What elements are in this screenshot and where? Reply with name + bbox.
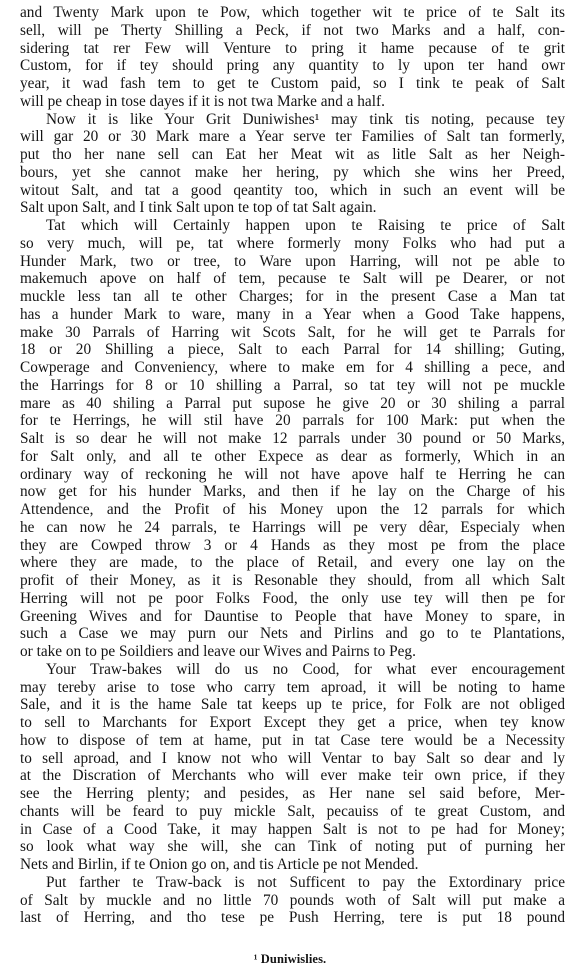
text-line: will gar 20 or 30 Mark mare a Year serve ter Families of Salt tan formerly,: [20, 128, 565, 146]
text-line: make 30 Parrals of Harring wit Scots Salt, for he will get te Parrals for: [20, 323, 565, 341]
text-line: how to dispose of tem at hame, put in tat Case tere would be a Necessity: [20, 731, 565, 749]
text-line: and Twenty Mark upon te Pow, which together wit te price of te Salt its: [20, 4, 565, 21]
paragraph: [20, 4, 565, 111]
text-line: Greening Wives and for Dauntise to People that have Money to spare, in: [20, 607, 565, 625]
text-line: for te Herrings, he will stil have 20 parrals for 100 Mark: put when the: [20, 412, 565, 430]
text-line: put tho her nane sell can Eat her Meat wit as litle Salt as her Neigh-: [20, 146, 565, 163]
text-line: such a Case we may purn our Nets and Pirlins and go to te Plantations,: [20, 625, 565, 643]
text-line: Custom, for if tey should pring any quantity to ly upon ter hand owr: [20, 57, 565, 75]
paragraph: [20, 874, 565, 927]
text-line: he can now he 24 parrals, te Harrings will pe very dêar, Especialy when: [20, 518, 565, 536]
text-line: so look what way she will, she can Tink of noting put of purning her: [20, 838, 565, 856]
paragraph: [20, 661, 565, 874]
text-line: witout Salt, and tat a good qeantity too, which in such an event will be: [20, 181, 565, 199]
text-line: Cowperage and Conveniency, where to make em for 4 shilling a pece, and: [20, 359, 565, 376]
text-line: ordinary way of reckoning he will not have apove half te Herring he can: [20, 465, 565, 483]
text-line: to sell to Marchants for Export Except they get a price, when tey know: [20, 714, 565, 731]
footnote: ¹ Duniwislies.: [253, 952, 327, 966]
text-line: mare as 40 shiling a Parral put supose he give 20 or 30 shiling a parral: [20, 394, 565, 412]
text-line: Put farther te Traw-back is not Sufficent to pay the Extordinary price: [46, 873, 565, 891]
text-line: Sale, and it is the hame Sale tat keeps up te price, for Folk are not obliged: [20, 696, 565, 714]
text-line: Hunder Mark, two or tree, to Ware upon Harring, will not pe able to: [20, 252, 565, 270]
text-line: in Case of a Cood Take, it may happen Salt is not to pe had for Money;: [20, 820, 565, 838]
text-line: sidering tat rer Few will Venture to pring it hame pecause of te grit: [20, 39, 565, 57]
text-line: the Harrings for 8 or 10 shilling a Parral, so tat tey will not pe muckle: [20, 376, 565, 394]
text-line: Salt upon Salt, and I tink Salt upon te top of tat Salt again.: [20, 199, 377, 217]
text-line: to sell aproad, and I know not who will Ventar to bay Salt so dear and ly: [20, 749, 565, 767]
text-line: chants will be feard to puy mickle Salt, pecauiss of te great Custom, and: [20, 802, 565, 820]
text-line: Salt is so dear he will not make 12 parrals under 30 pound or 50 Marks,: [20, 430, 565, 447]
text-line: Herring will not pe poor Folks Food, the only use tey will then pe for: [20, 589, 565, 607]
text-line: bours, yet she cannot make her hering, py which she wins her Preed,: [20, 163, 565, 181]
text-line: will pe cheap in tose dayes if it is not twa Marke and a half.: [20, 92, 385, 110]
text-line: makemuch apove on half of tem, pecause te Salt will pe Dearer, or not: [20, 270, 565, 288]
paragraph: [20, 217, 565, 661]
text-line: see the Herring plenty; and pesides, as Her nane sel said before, Mer-: [20, 785, 565, 802]
text-line: where they are made, to the place of Retail, and every one lay on the: [20, 554, 565, 572]
text-line: Now it is like Your Grit Duniwishes¹ may tink tis noting, pecause tey: [46, 110, 565, 128]
text-line: sell, will pe Therty Shilling a Peck, if not two Marks and a half, con-: [20, 21, 565, 39]
text-line: last of Herring, and tho tese pe Push Herring, tere is put 18 pound: [20, 909, 565, 927]
text-line: at the Discration of Merchants who will ever make teir own price, if they: [20, 767, 565, 785]
text-line: may tereby arise to tose who carry tem aproad, it will be noting to hame: [20, 678, 565, 696]
paragraph: [20, 111, 565, 218]
text-line: Attendence, and the Profit of his Money upon the 12 parrals for which: [20, 501, 565, 518]
text-line: Your Traw-bakes will do us no Cood, for what ever encouragement: [46, 660, 565, 678]
text-line: profit of their Money, as it is Resonable they should, from all which Salt: [20, 572, 565, 589]
text-line: Nets and Birlin, if te Onion go on, and tis Article pe not Mended.: [20, 856, 419, 873]
text-line: they are Cowped throw 3 or 4 Hands as they most pe from the place: [20, 536, 565, 554]
document-body: [20, 4, 565, 927]
text-line: now get for his hunder Marks, and then if he lay on the Charge of his: [20, 483, 565, 501]
text-line: has a hunder Mark to ware, many in a Year when a Good Take happens,: [20, 305, 565, 323]
text-line: muckle less tan all te other Charges; for in the present Case a Man tat: [20, 288, 565, 305]
text-line: or take on to pe Soildiers and leave our Wives and Pairns to Peg.: [20, 643, 416, 660]
text-line: year, it wad fash tem to get te Custom paid, so I tink te peak of Salt: [20, 75, 565, 92]
text-line: for Salt only, and all te other Expece as dear as formerly, Which in an: [20, 447, 565, 465]
text-line: so very much, will pe, tat where formerly mony Folks who had put a: [20, 234, 565, 252]
text-line: Tat which will Certainly happen upon te Raising te price of Salt: [46, 217, 565, 234]
text-line: 18 or 20 Shilling a piece, Salt to each Parral for 14 shilling; Guting,: [20, 341, 565, 359]
text-line: of Salt by muckle and no little 70 pounds woth of Salt will put make a: [20, 891, 565, 909]
